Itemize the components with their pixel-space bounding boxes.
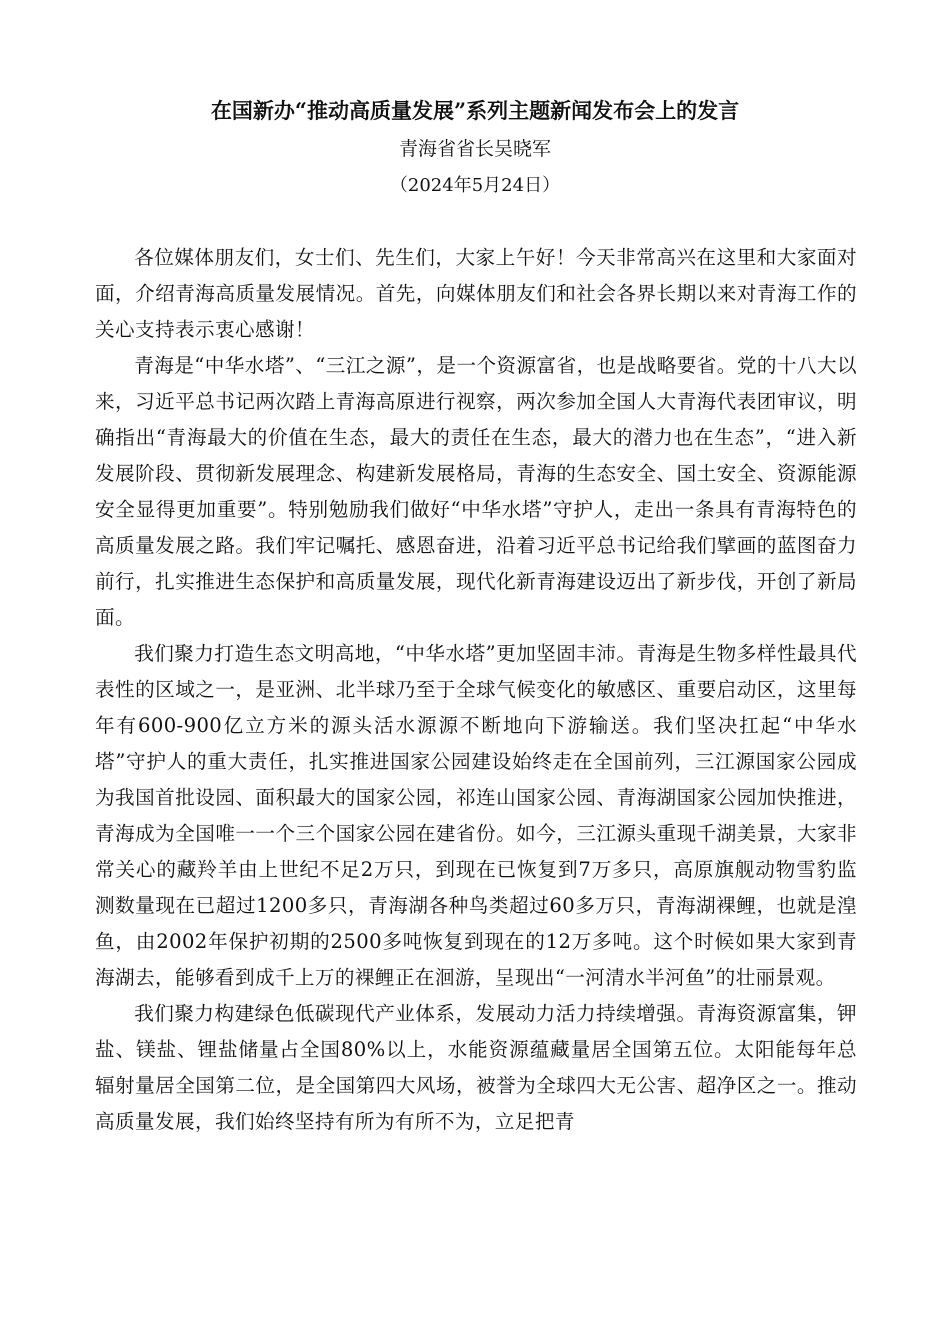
paragraph-ecology: 我们聚力打造生态文明高地，“中华水塔”更加坚固丰沛。青海是生物多样性最具代表性的区域之一，是亚洲、北半球乃至于全球气候变化的敏感区、重要启动区，这里每年有600-900亿立方米的源头活水源源不断地向下游输送。我们坚决扛起“中华水塔”守护人的重大责任，扎实推进国家公园建设始终走在全国前列，三江源国家公园成为我国首批设园、面积最大的国家公园，祁连山国家公园、青海湖国家公园加快推进，青海成为全国唯一一个三个国家公园在建省份。如今，三江源头重现千湖美景，大家非常关心的藏羚羊由上世纪不足2万只，到现在已恢复到7万多只，高原旗舰动物雪豹监测数量现在已超过1200多只，青海湖各种鸟类超过60多万只，青海湖裸鲤，也就是湟鱼，由2002年保护初期的2500多吨恢复到现在的12万多吨。这个时候如果大家到青海湖去，能够看到成千上万的裸鲤正在洄游，呈现出“一河清水半河鱼”的壮丽景观。 [95,642,857,989]
document-body [95,240,857,1140]
paragraph-industry: 我们聚力构建绿色低碳现代产业体系，发展动力活力持续增强。青海资源富集，钾盐、镁盐、锂盐储量占全国80%以上，水能资源蕴藏量居全国第五位。太阳能每年总辐射量居全国第二位，是全国第四大风场，被誉为全球四大无公害、超净区之一。推动高质量发展，我们始终坚持有所为有所不为，立足把青 [95,1002,857,1133]
document-title: 在国新办“推动高质量发展”系列主题新闻发布会上的发言 [210,98,740,123]
speaker-line: 青海省省长吴晓军 [398,138,551,160]
paragraph-overview: 青海是“中华水塔”、“三江之源”，是一个资源富省，也是战略要省。党的十八大以来，习近平总书记两次踏上青海高原进行视察，两次参加全国人大青海代表团审议，明确指出“青海最大的价值在生态，最大的责任在生态，最大的潜力也在生态”，“进入新发展阶段、贯彻新发展理念、构建新发展格局，青海的生态安全、国土安全、资源能源安全显得更加重要”。特别勉励我们做好“中华水塔”守护人，走出一条具有青海特色的高质量发展之路。我们牢记嘱托、感恩奋进，沿着习近平总书记给我们擘画的蓝图奋力前行，扎实推进生态保护和高质量发展，现代化新青海建设迈出了新步伐，开创了新局面。 [95,354,857,629]
paragraph-greeting: 各位媒体朋友们，女士们、先生们，大家上午好！今天非常高兴在这里和大家面对面，介绍青海高质量发展情况。首先，向媒体朋友们和社会各界长期以来对青海工作的关心支持表示衷心感谢！ [95,246,857,341]
speech-date: （2024年5月24日） [389,175,561,196]
